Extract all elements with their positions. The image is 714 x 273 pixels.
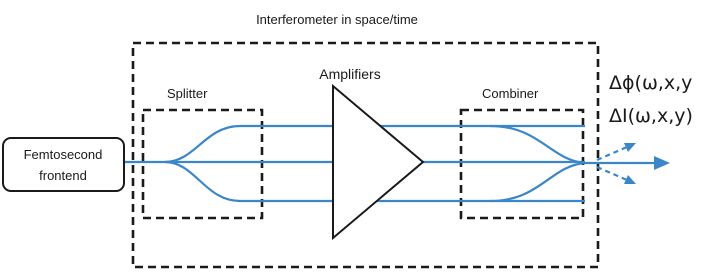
- interferometer-title: Interferometer in space/time: [256, 12, 418, 27]
- intensity-change-label: ΔI(ω,x,y): [609, 105, 693, 127]
- frontend-label-line2: frontend: [39, 168, 87, 183]
- femtosecond-frontend-box: [3, 138, 124, 191]
- combiner-label: Combiner: [482, 86, 539, 101]
- lower-combine-beam: [490, 163, 585, 201]
- lower-scatter-beam: [597, 167, 627, 180]
- splitter-label: Splitter: [167, 86, 208, 101]
- frontend-label-line1: Femtosecond: [23, 147, 103, 162]
- upper-combine-beam: [490, 126, 585, 163]
- output-arrowhead: [654, 156, 670, 170]
- phase-change-label: Δϕ(ω,x,y: [609, 72, 693, 94]
- amplifiers-label: Amplifiers: [319, 66, 381, 82]
- amplifier-triangle: [333, 86, 423, 238]
- upper-scatter-beam: [597, 147, 627, 160]
